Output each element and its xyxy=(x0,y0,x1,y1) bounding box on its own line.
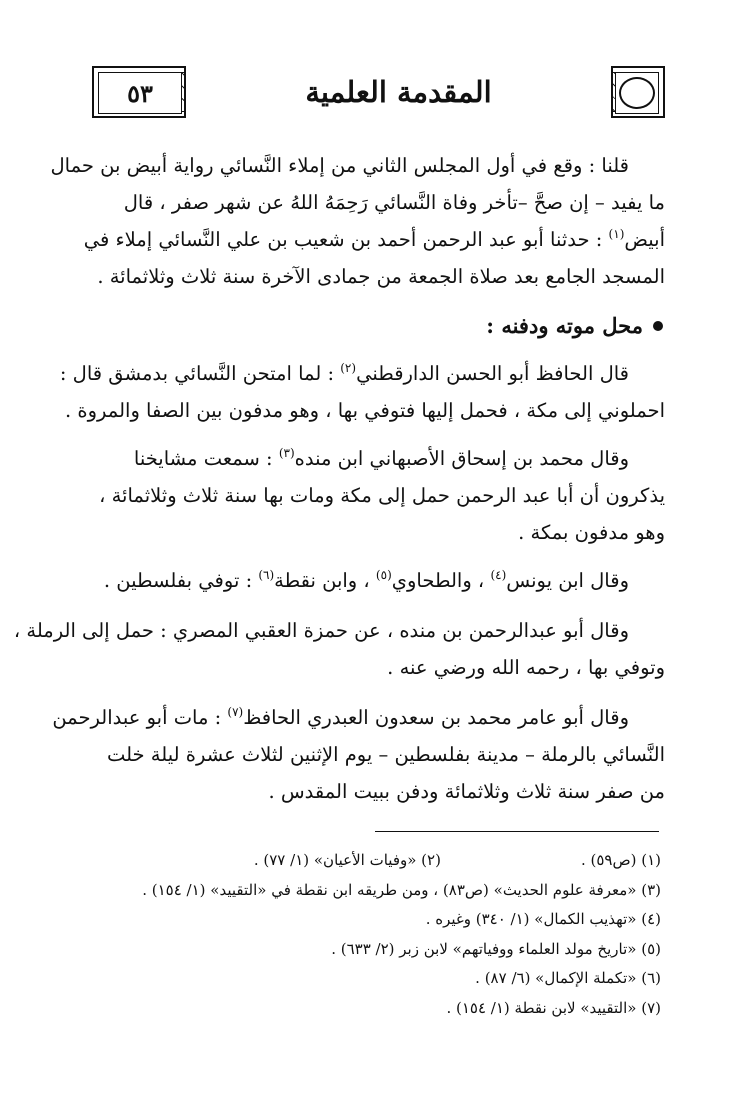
header-title-box xyxy=(184,66,613,118)
text-run: وقال ابن يونس xyxy=(506,569,629,592)
text-run: ، وابن نقطة xyxy=(274,569,370,592)
paragraph-2 xyxy=(59,355,665,429)
text-line: ما يفيد – إن صحَّ –تأخر وفاة النَّسائي رَحِمَهُ اللهُ عن شهر صفر ، قال xyxy=(123,191,665,214)
text-line xyxy=(83,221,665,258)
footnote-marker: (٥) xyxy=(375,568,392,582)
text-run: : لما امتحن النَّسائي بدمشق قال : xyxy=(59,362,335,385)
footnote-divider xyxy=(375,831,659,832)
text-run: : حدثنا أبو عبد الرحمن أحمد بن شعيب بن علي النَّسائي إملاء في xyxy=(83,228,603,251)
text-line xyxy=(52,699,665,736)
text-line: قلنا : وقع في أول المجلس الثاني من إملاء النَّسائي رواية أبيض بن حمال xyxy=(50,154,629,177)
footnote-7: (٧) «التقييد» لابن نقطة (١/ ١٥٤) . xyxy=(446,998,661,1017)
footnote-5: (٥) «تاريخ مولد العلماء ووفياتهم» لابن زبر (٢/ ٦٣٣) . xyxy=(331,939,661,958)
text-line: وتوفي بها ، رحمه الله ورضي عنه . xyxy=(387,656,665,679)
text-line: النَّسائي بالرملة – مدينة بفلسطين – يوم الإثنين لثلاث عشرة ليلة خلت xyxy=(106,743,665,766)
footnote-4: (٤) «تهذيب الكمال» (١/ ٣٤٠) وغيره . xyxy=(425,910,661,928)
page-number: ٥٣ xyxy=(127,78,153,108)
text-line: يذكرون أن أبا عبد الرحمن حمل إلى مكة ومات بها سنة ثلاث وثلاثمائة ، xyxy=(99,484,665,507)
text-run: : مات أبو عبدالرحمن xyxy=(52,706,222,729)
section-heading-text: محل موته ودفنه : xyxy=(486,313,643,338)
text-run: قال الحافظ أبو الحسن الدارقطني xyxy=(356,362,629,385)
footnote-2: (٢) «وفيات الأعيان» (١/ ٧٧) . xyxy=(253,851,441,869)
seal-oval-icon xyxy=(619,77,655,109)
footnotes xyxy=(142,846,661,1023)
footnote-3: (٣) «معرفة علوم الحديث» (ص٨٣) ، ومن طريقه ابن نقطة في «التقييد» (١/ ١٥٤) . xyxy=(142,880,661,899)
footnote-1: (١) (ص٥٩) . xyxy=(580,851,661,869)
text-line: احملوني إلى مكة ، فحمل إليها فتوفي بها ، وهو مدفون بين الصفا والمروة . xyxy=(65,399,665,422)
footnote-marker: (١) xyxy=(608,227,625,241)
text-run: : توفي بفلسطين . xyxy=(103,569,253,592)
paragraph-3 xyxy=(90,440,665,551)
text-line: وهو مدفون بمكة . xyxy=(518,521,665,544)
ornament-seal-icon xyxy=(615,72,659,114)
paragraph-5 xyxy=(13,612,665,686)
text-line xyxy=(59,355,665,392)
text-run: ، والطحاوي xyxy=(391,569,485,592)
text-line xyxy=(90,562,665,599)
footnote-marker: (٣) xyxy=(278,446,295,460)
paragraph-6 xyxy=(52,699,665,810)
page-title: المقدمة العلمية xyxy=(305,75,492,109)
text-run: وقال أبو عامر محمد بن سعدون العبدري الحافظ xyxy=(243,706,629,729)
footnote-6: (٦) «تكملة الإكمال» (٦/ ٨٧) . xyxy=(475,969,661,987)
bullet-icon xyxy=(653,321,663,331)
footnote-marker: (٧) xyxy=(227,705,244,719)
section-heading xyxy=(486,313,663,338)
footnote-marker: (٤) xyxy=(490,568,507,582)
text-line: من صفر سنة ثلاث وثلاثمائة ودفن ببيت المقدس . xyxy=(268,780,665,803)
footnote-marker: (٦) xyxy=(258,568,275,582)
text-line: وقال أبو عبدالرحمن بن منده ، عن حمزة العقبي المصري : حمل إلى الرملة ، xyxy=(13,619,629,642)
text-run: : سمعت مشايخنا xyxy=(133,447,273,470)
paragraph-1 xyxy=(50,147,665,295)
page-number-box xyxy=(98,72,182,114)
text-run: وقال محمد بن إسحاق الأصبهاني ابن منده xyxy=(294,447,629,470)
text-line xyxy=(90,440,665,477)
paragraph-4 xyxy=(90,562,665,599)
text-line: المسجد الجامع بعد صلاة الجمعة من جمادى الآخرة سنة ثلاث وثلاثمائة . xyxy=(97,265,665,288)
page-header-frame xyxy=(92,66,665,118)
footnote-marker: (٢) xyxy=(340,361,357,375)
text-run: أبيض xyxy=(624,228,665,251)
footnote-row xyxy=(142,846,661,876)
